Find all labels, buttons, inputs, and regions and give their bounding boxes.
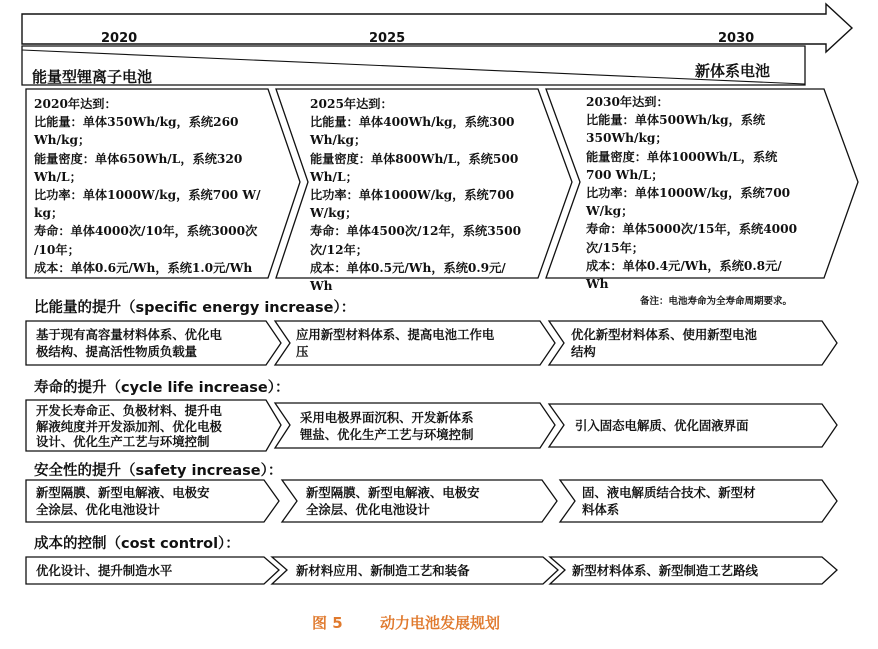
- safety-cell-2: 新型隔膜、新型电解液、电极安 全涂层、优化电池设计: [306, 485, 480, 517]
- target-2030-text: 2030年达到： 比能量：单体500Wh/kg，系统 350Wh/kg； 能量密度：单体1000Wh/L，系统 700 Wh/L； 比功率：单体1000W/kg，系统700 W/kg； 寿命：单体5000次/15年，系统4000 次/15年； 成本：单体0.4元/Wh，系统0.8元/ Wh: [586, 95, 798, 292]
- section-title-energy: 比能量的提升（specific energy increase）：: [34, 300, 356, 316]
- target-2020-text: 2020年达到： 比能量：单体350Wh/kg，系统260 Wh/kg； 能量密度：单体650Wh/L，系统320 Wh/L； 比功率：单体1000W/kg，系统700 W/ kg； 寿命：单体4000次/10年，系统3000次 /10年； 成本：单体0.6元/Wh，系统1.0元/Wh: [34, 97, 261, 275]
- safety-cell-3: 固、液电解质结合技术、新型材 料体系: [582, 485, 756, 517]
- energy-cell-2: 应用新型材料体系、提高电池工作电 压: [296, 327, 495, 359]
- life-cell-3: 引入固态电解质、优化固液界面: [575, 418, 749, 433]
- energy-cell-1: 基于现有高容量材料体系、优化电 极结构、提高活性物质负载量: [36, 327, 222, 359]
- section-title-safety: 安全性的提升（safety increase）：: [34, 463, 283, 479]
- energy-cell-3: 优化新型材料体系、使用新型电池 结构: [571, 327, 757, 359]
- lithium-ion-label: 能量型锂离子电池: [32, 68, 153, 86]
- year-label-2020: 2020: [101, 31, 138, 46]
- cost-cell-1: 优化设计、提升制造水平: [36, 563, 173, 578]
- figure-title: 动力电池发展规划: [380, 614, 501, 632]
- figure-number: 图 5: [312, 614, 343, 632]
- cost-cell-3: 新型材料体系、新型制造工艺路线: [572, 563, 758, 578]
- target-2025-text: 2025年达到： 比能量：单体400Wh/kg，系统300 Wh/kg； 能量密度：单体800Wh/L，系统500 Wh/L； 比功率：单体1000W/kg，系统700 W/kg； 寿命：单体4500次/12年，系统3500 次/12年； 成本：单体0.5元/Wh，系统0.9元/ Wh: [310, 97, 522, 294]
- year-label-2025: 2025: [369, 31, 406, 46]
- section-title-life: 寿命的提升（cycle life increase）：: [34, 380, 290, 396]
- safety-cell-1: 新型隔膜、新型电解液、电极安 全涂层、优化电池设计: [36, 485, 210, 517]
- life-cell-1: 开发长寿命正、负极材料、提升电 解液纯度并开发添加剂、优化电极 设计、优化生产工艺与环境控制: [36, 403, 222, 449]
- year-label-2030: 2030: [718, 31, 755, 46]
- cost-cell-2: 新材料应用、新制造工艺和装备: [296, 563, 470, 578]
- lifetime-note: 备注：电池寿命为全寿命周期要求。: [640, 296, 793, 307]
- new-system-label: 新体系电池: [695, 62, 771, 80]
- section-title-cost: 成本的控制（cost control）：: [34, 536, 240, 552]
- life-cell-2: 采用电极界面沉积、开发新体系 锂盐、优化生产工艺与环境控制: [300, 410, 474, 442]
